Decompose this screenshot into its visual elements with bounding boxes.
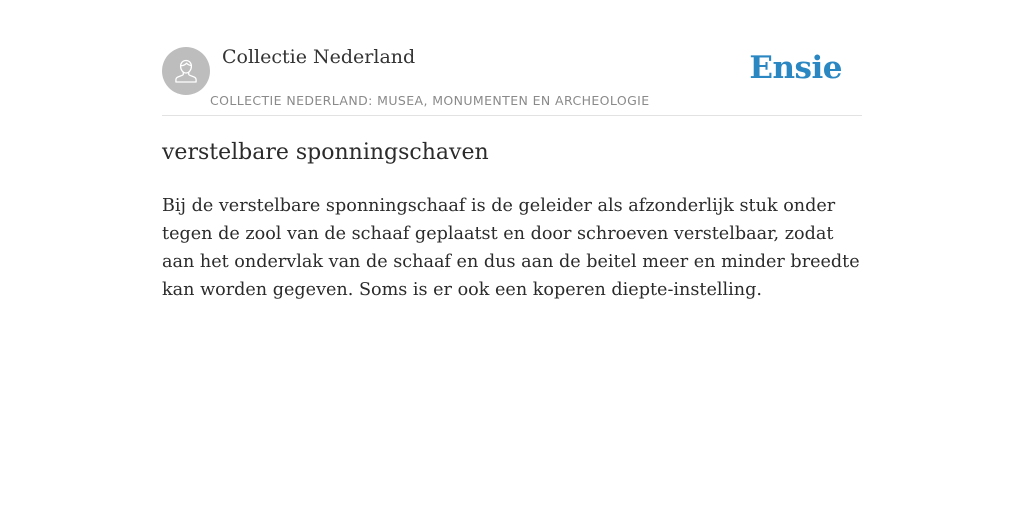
entry-card: [162, 0, 862, 300]
brand-logo[interactable]: Ensie: [749, 50, 842, 86]
entry-header: [162, 0, 862, 116]
author-name[interactable]: Collectie Nederland: [222, 46, 416, 68]
entry-title: verstelbare sponningschaven: [162, 140, 489, 165]
source-link[interactable]: COLLECTIE NEDERLAND: MUSEA, MONUMENTEN EN ARCHEOLOGIE: [210, 93, 650, 108]
user-icon: [171, 56, 201, 86]
entry-definition: Bij de verstelbare sponningschaaf is de geleider als afzonderlijk stuk onder tegen de zool van de schaaf geplaatst en door schroeven verstelbaar, zodat aan het ondervlak van de schaaf en dus aan de beitel meer en minder breedte kan worden gegeven. Soms is er ook een koperen diepte-instelling.: [162, 196, 860, 300]
author-avatar[interactable]: [162, 47, 210, 95]
